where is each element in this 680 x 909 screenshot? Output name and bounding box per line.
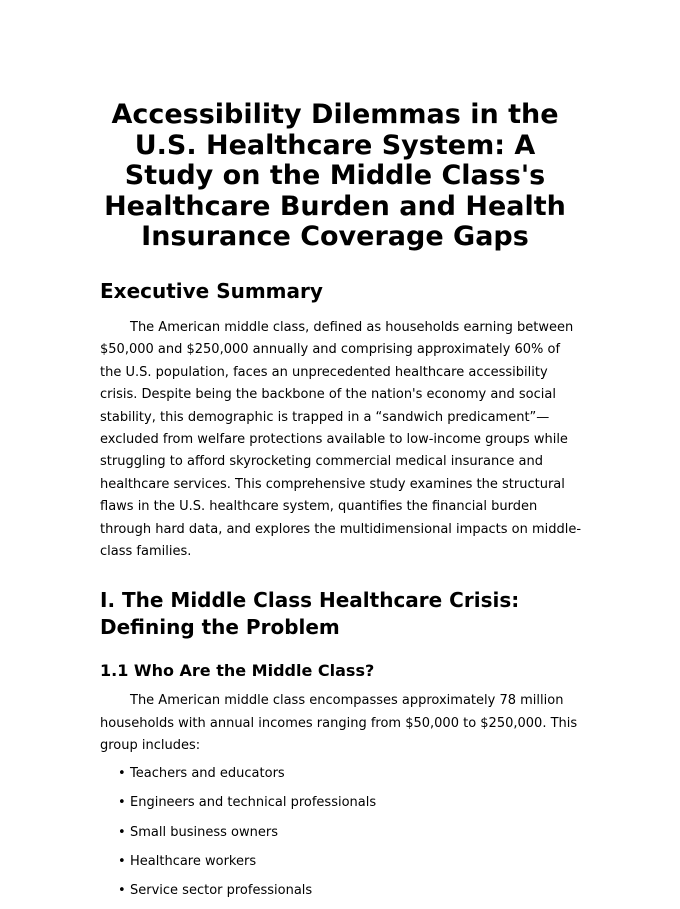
list-item-text: Teachers and educators [130, 766, 285, 781]
list-item-text: Small business owners [130, 824, 278, 840]
list-item-text: Healthcare workers [130, 853, 257, 869]
subsection-1-1-paragraph: The American middle class encompasses approximately 78 million households with annual incomes ranging from $50,000 to $250,000. This group includes: [100, 693, 578, 753]
subsection-1-1-heading: 1.1 Who Are the Middle Class? [100, 661, 375, 680]
list-item-text: Engineers and technical professionals [130, 795, 377, 811]
list-item-text: Service sector professionals [130, 883, 313, 899]
executive-summary-paragraph: The American middle class, defined as households earning between $50,000 and $250,000 annually and comprising approximately 60% of the U.S. population, faces an unprecedented healthcare accessibility crisis. Despite being the backbone of the nation's economy and social stability, this demographic is trapped in a “sandwich predicament”—excluded from welfare protections available to low-income groups while struggling to afford skyrocketing commercial medical insurance and healthcare services. This comprehensive study examines the structural flaws in the U.S. healthcare system, quantifies the financial burden through hard data, and explores the multidimensional impacts on middle-class families. [100, 320, 582, 560]
bullet-icon: • [118, 766, 126, 781]
document-title: Accessibility Dilemmas in the U.S. Healthcare System: A Study on the Middle Class's Healthcare Burden and Health Insurance Coverage Gaps [104, 99, 566, 252]
list-item [100, 880, 580, 909]
list-item [100, 851, 580, 880]
list-item [100, 763, 580, 792]
list-item [100, 822, 580, 851]
executive-summary-heading: Executive Summary [100, 279, 323, 303]
middle-class-occupations-list [100, 763, 580, 909]
section-1-heading: I. The Middle Class Healthcare Crisis: Defining the Problem [100, 588, 520, 639]
bullet-icon: • [118, 795, 126, 811]
list-item [100, 792, 580, 821]
bullet-icon: • [118, 883, 126, 899]
bullet-icon: • [118, 824, 126, 840]
bullet-icon: • [118, 853, 126, 869]
